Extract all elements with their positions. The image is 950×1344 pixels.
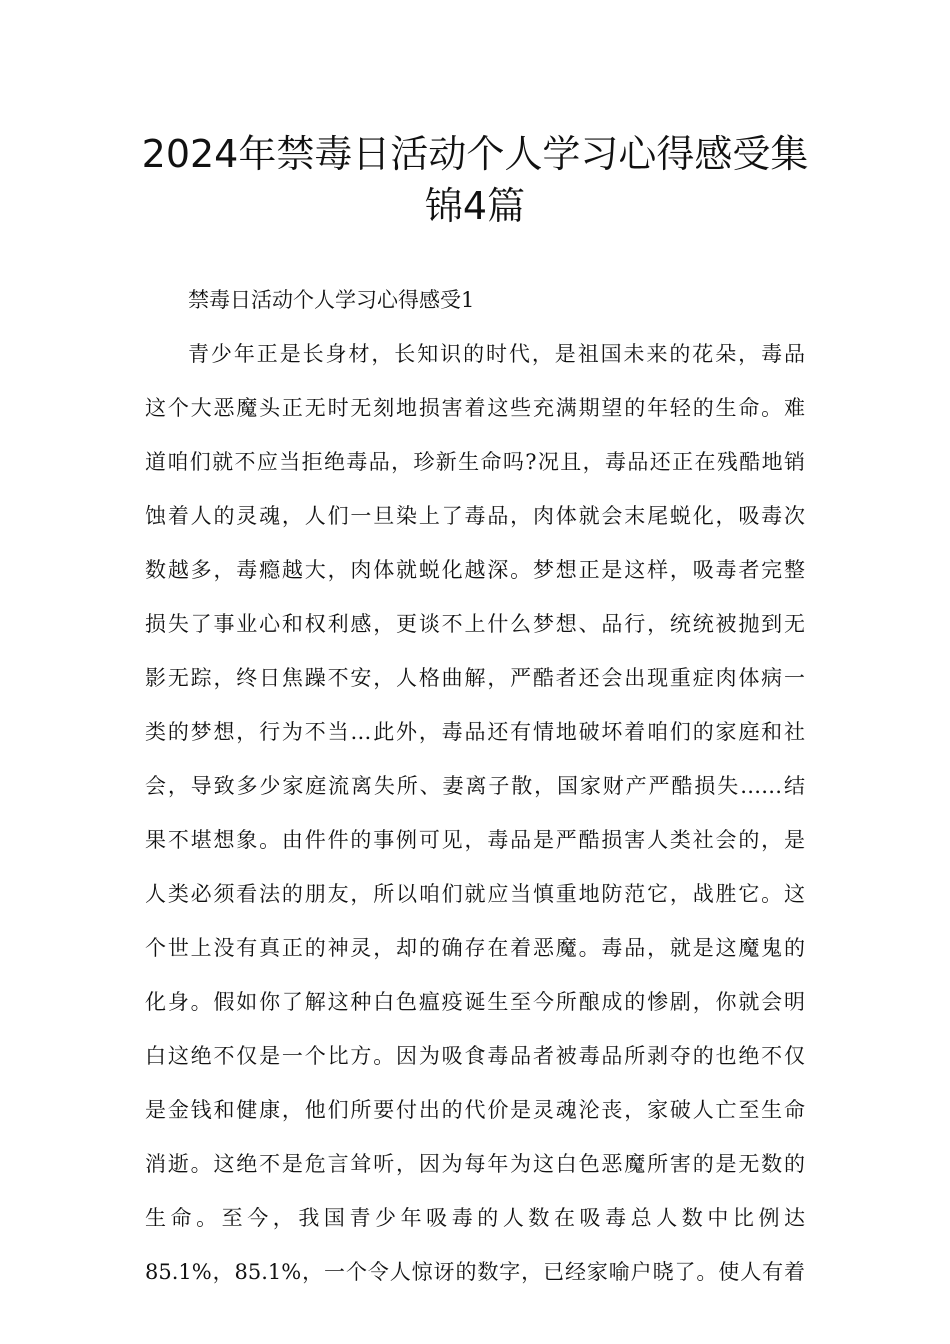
body-line: 蚀着人的灵魂，人们一旦染上了毒品，肉体就会末尾蜕化，吸毒次 <box>145 504 805 528</box>
body-line: 青少年正是长身材，长知识的时代，是祖国未来的花朵，毒品 <box>188 342 805 366</box>
body-line: 影无踪，终日焦躁不安，人格曲解，严酷者还会出现重症肉体病一 <box>145 666 805 690</box>
body-line: 白这绝不仅是一个比方。因为吸食毒品者被毒品所剥夺的也绝不仅 <box>145 1044 805 1068</box>
body-line: 损失了事业心和权利感，更谈不上什么梦想、品行，统统被抛到无 <box>145 612 805 636</box>
body-line: 个世上没有真正的神灵，却的确存在着恶魔。毒品，就是这魔鬼的 <box>145 936 805 960</box>
body-line: 会，导致多少家庭流离失所、妻离子散，国家财产严酷损失……结 <box>145 774 805 798</box>
body-line: 果不堪想象。由件件的事例可见，毒品是严酷损害人类社会的，是 <box>145 828 805 852</box>
section-heading: 禁毒日活动个人学习心得感受1 <box>188 288 475 312</box>
body-line: 人类必须看法的朋友，所以咱们就应当慎重地防范它，战胜它。这 <box>145 882 805 906</box>
body-line: 化身。假如你了解这种白色瘟疫诞生至今所酿成的惨剧，你就会明 <box>145 990 805 1014</box>
body-line: 生命。至今，我国青少年吸毒的人数在吸毒总人数中比例达 <box>145 1206 805 1230</box>
body-line: 数越多，毒瘾越大，肉体就蜕化越深。梦想正是这样，吸毒者完整 <box>145 558 805 582</box>
body-line: 是金钱和健康，他们所要付出的代价是灵魂沦丧，家破人亡至生命 <box>145 1098 805 1122</box>
body-line: 这个大恶魔头正无时无刻地损害着这些充满期望的年轻的生命。难 <box>145 396 805 420</box>
document-title-line-2: 锦4篇 <box>424 184 526 228</box>
body-line: 消逝。这绝不是危言耸听，因为每年为这白色恶魔所害的是无数的 <box>145 1152 805 1176</box>
body-line: 类的梦想，行为不当…此外，毒品还有情地破坏着咱们的家庭和社 <box>145 720 805 744</box>
document-title-line-1: 2024年禁毒日活动个人学习心得感受集 <box>141 132 809 176</box>
body-line: 道咱们就不应当拒绝毒品，珍新生命吗?况且，毒品还正在残酷地销 <box>145 450 805 474</box>
body-line: 85.1%，85.1%，一个令人惊讶的数字，已经家喻户晓了。使人有着 <box>145 1260 805 1284</box>
